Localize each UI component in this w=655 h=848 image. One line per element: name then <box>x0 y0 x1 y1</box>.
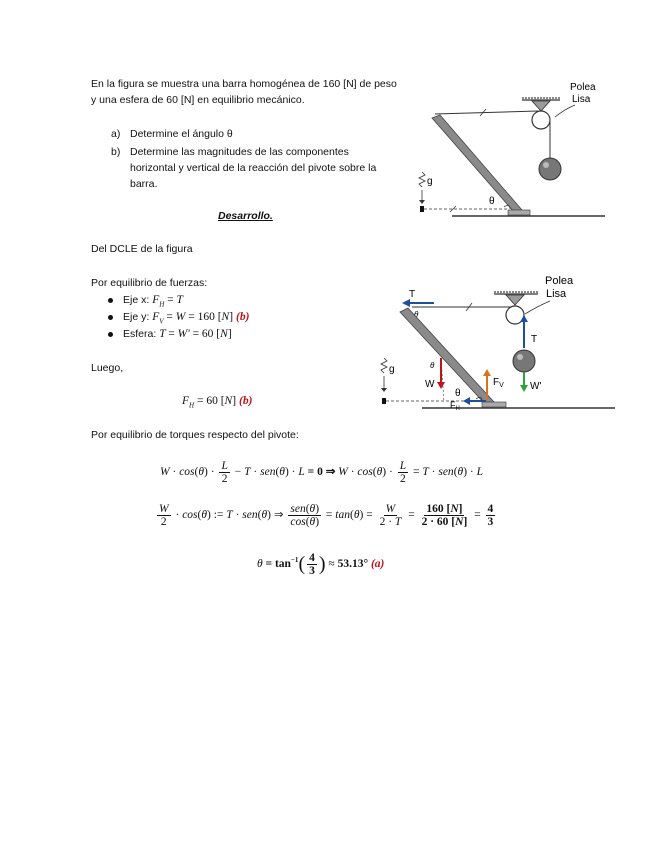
pivot-base <box>482 402 506 407</box>
theta-arc <box>504 205 510 209</box>
task-b-text-1: Determine las magnitudes de las componentes <box>130 146 349 158</box>
bar <box>400 308 494 405</box>
eq-fh-60: $F_H = 60$ [N] <box>182 395 237 410</box>
eq-fh-t: $F_H = T$ <box>152 294 183 309</box>
item-prefix: Eje x: <box>123 294 153 306</box>
gravity-arrow <box>419 172 425 204</box>
t-label-top: T <box>409 289 416 300</box>
bullet-icon <box>108 315 113 320</box>
tension-arrowhead-top <box>402 299 410 307</box>
eq-fv-w: $F_V = W = 160$ [N] <box>152 311 234 326</box>
gravity-arrow <box>381 358 387 392</box>
sphere-highlight <box>517 354 523 360</box>
fv-arrowhead <box>483 369 491 376</box>
fv-label: $F_V$ <box>493 377 504 389</box>
item-prefix: Eje y: <box>123 311 153 323</box>
theta-label: θ <box>455 388 461 399</box>
intro-line-2: y una esfera de 60 [N] en equilibrio mecánico. <box>91 94 305 106</box>
wprime-arrowhead <box>520 385 528 392</box>
torque-equation-1: W · cos(θ) · $\frac{L}{2}$ − T · sen(θ) · L = 0 ⇒ W · cos(θ) · $\frac{L}{2}$ = T · sen(θ) · L <box>160 460 484 485</box>
g-label: g <box>427 176 433 187</box>
lisa-label: Lisa <box>572 94 591 105</box>
ceiling-support <box>522 98 560 111</box>
torques-heading: Por equilibrio de torques respecto del pivote: <box>91 429 299 441</box>
task-b-text-3: barra. <box>130 178 158 190</box>
label-pointer <box>525 301 550 314</box>
w-label: W <box>425 379 435 390</box>
reference-marker <box>420 206 424 212</box>
dcle-text: Del DCLE de la figura <box>91 243 193 255</box>
tag-b: (b) <box>235 311 250 323</box>
polea-label: Polea <box>545 275 574 287</box>
rope <box>435 111 538 114</box>
t-label-right: T <box>531 334 538 345</box>
ceiling-support <box>494 292 538 305</box>
pivot-base <box>508 210 530 215</box>
fuerza-item-esfera <box>108 326 232 342</box>
theta-small-label: θ <box>414 310 419 319</box>
figure-2-free-body-diagram <box>372 270 617 420</box>
theta-mid-label: θ <box>430 361 435 370</box>
fh-arrowhead <box>463 397 470 405</box>
task-b-label: b) <box>111 146 121 158</box>
theta-label: θ <box>489 196 495 207</box>
desarrollo-heading: Desarrollo. <box>218 210 273 222</box>
fh-label: $F_H$ <box>450 400 460 412</box>
tag-a: (a) <box>370 558 385 571</box>
g-label: g <box>389 364 395 375</box>
sphere-highlight <box>543 162 549 168</box>
theta-value: 53.13° <box>337 558 369 571</box>
intro-line-1: En la figura se muestra una barra homogénea de 160 [N] de peso <box>91 78 397 90</box>
bar <box>432 115 522 212</box>
bullet-icon <box>108 298 113 303</box>
reference-marker <box>382 398 386 404</box>
polea-label: Polea <box>570 82 596 93</box>
wprime-label: W' <box>530 381 542 392</box>
eq-t-wprime: T = W' = 60 [N] <box>159 328 232 340</box>
luego-text: Luego, <box>91 362 124 374</box>
fuerzas-heading: Por equilibrio de fuerzas: <box>91 277 208 289</box>
bullet-icon <box>108 332 113 337</box>
label-pointer <box>555 105 575 117</box>
theta-result: $\theta = \tan^{-1}$( $\frac{4}{3}$ ) ≈ 53.13° (a) <box>257 552 385 577</box>
pulley <box>532 111 550 129</box>
torque-equation-2: $\frac{W}{2}$ · cos(θ) := T · sen(θ) ⇒ $\frac{\text{sen(θ)}}{\cos(\theta)}$ = tan(θ) = $\frac{W}{2 \cdot T}$ = $\frac{160 [N]}{2 \cdot 60 [N]}$ = $\frac{4}{3}$ <box>159 503 494 528</box>
figure-1-diagram <box>410 78 610 228</box>
task-a-label: a) <box>111 128 121 140</box>
task-b-text-2: horizontal y vertical de la reacción del pivote sobre la <box>130 162 377 174</box>
sphere <box>539 158 561 180</box>
sphere <box>513 350 535 372</box>
lisa-label: Lisa <box>546 288 567 300</box>
tag-b-2: (b) <box>238 395 253 407</box>
fh-result <box>182 393 252 413</box>
weight-arrowhead <box>437 382 445 389</box>
item-prefix: Esfera: <box>123 328 160 340</box>
task-a-text: Determine el ángulo θ <box>130 128 233 140</box>
